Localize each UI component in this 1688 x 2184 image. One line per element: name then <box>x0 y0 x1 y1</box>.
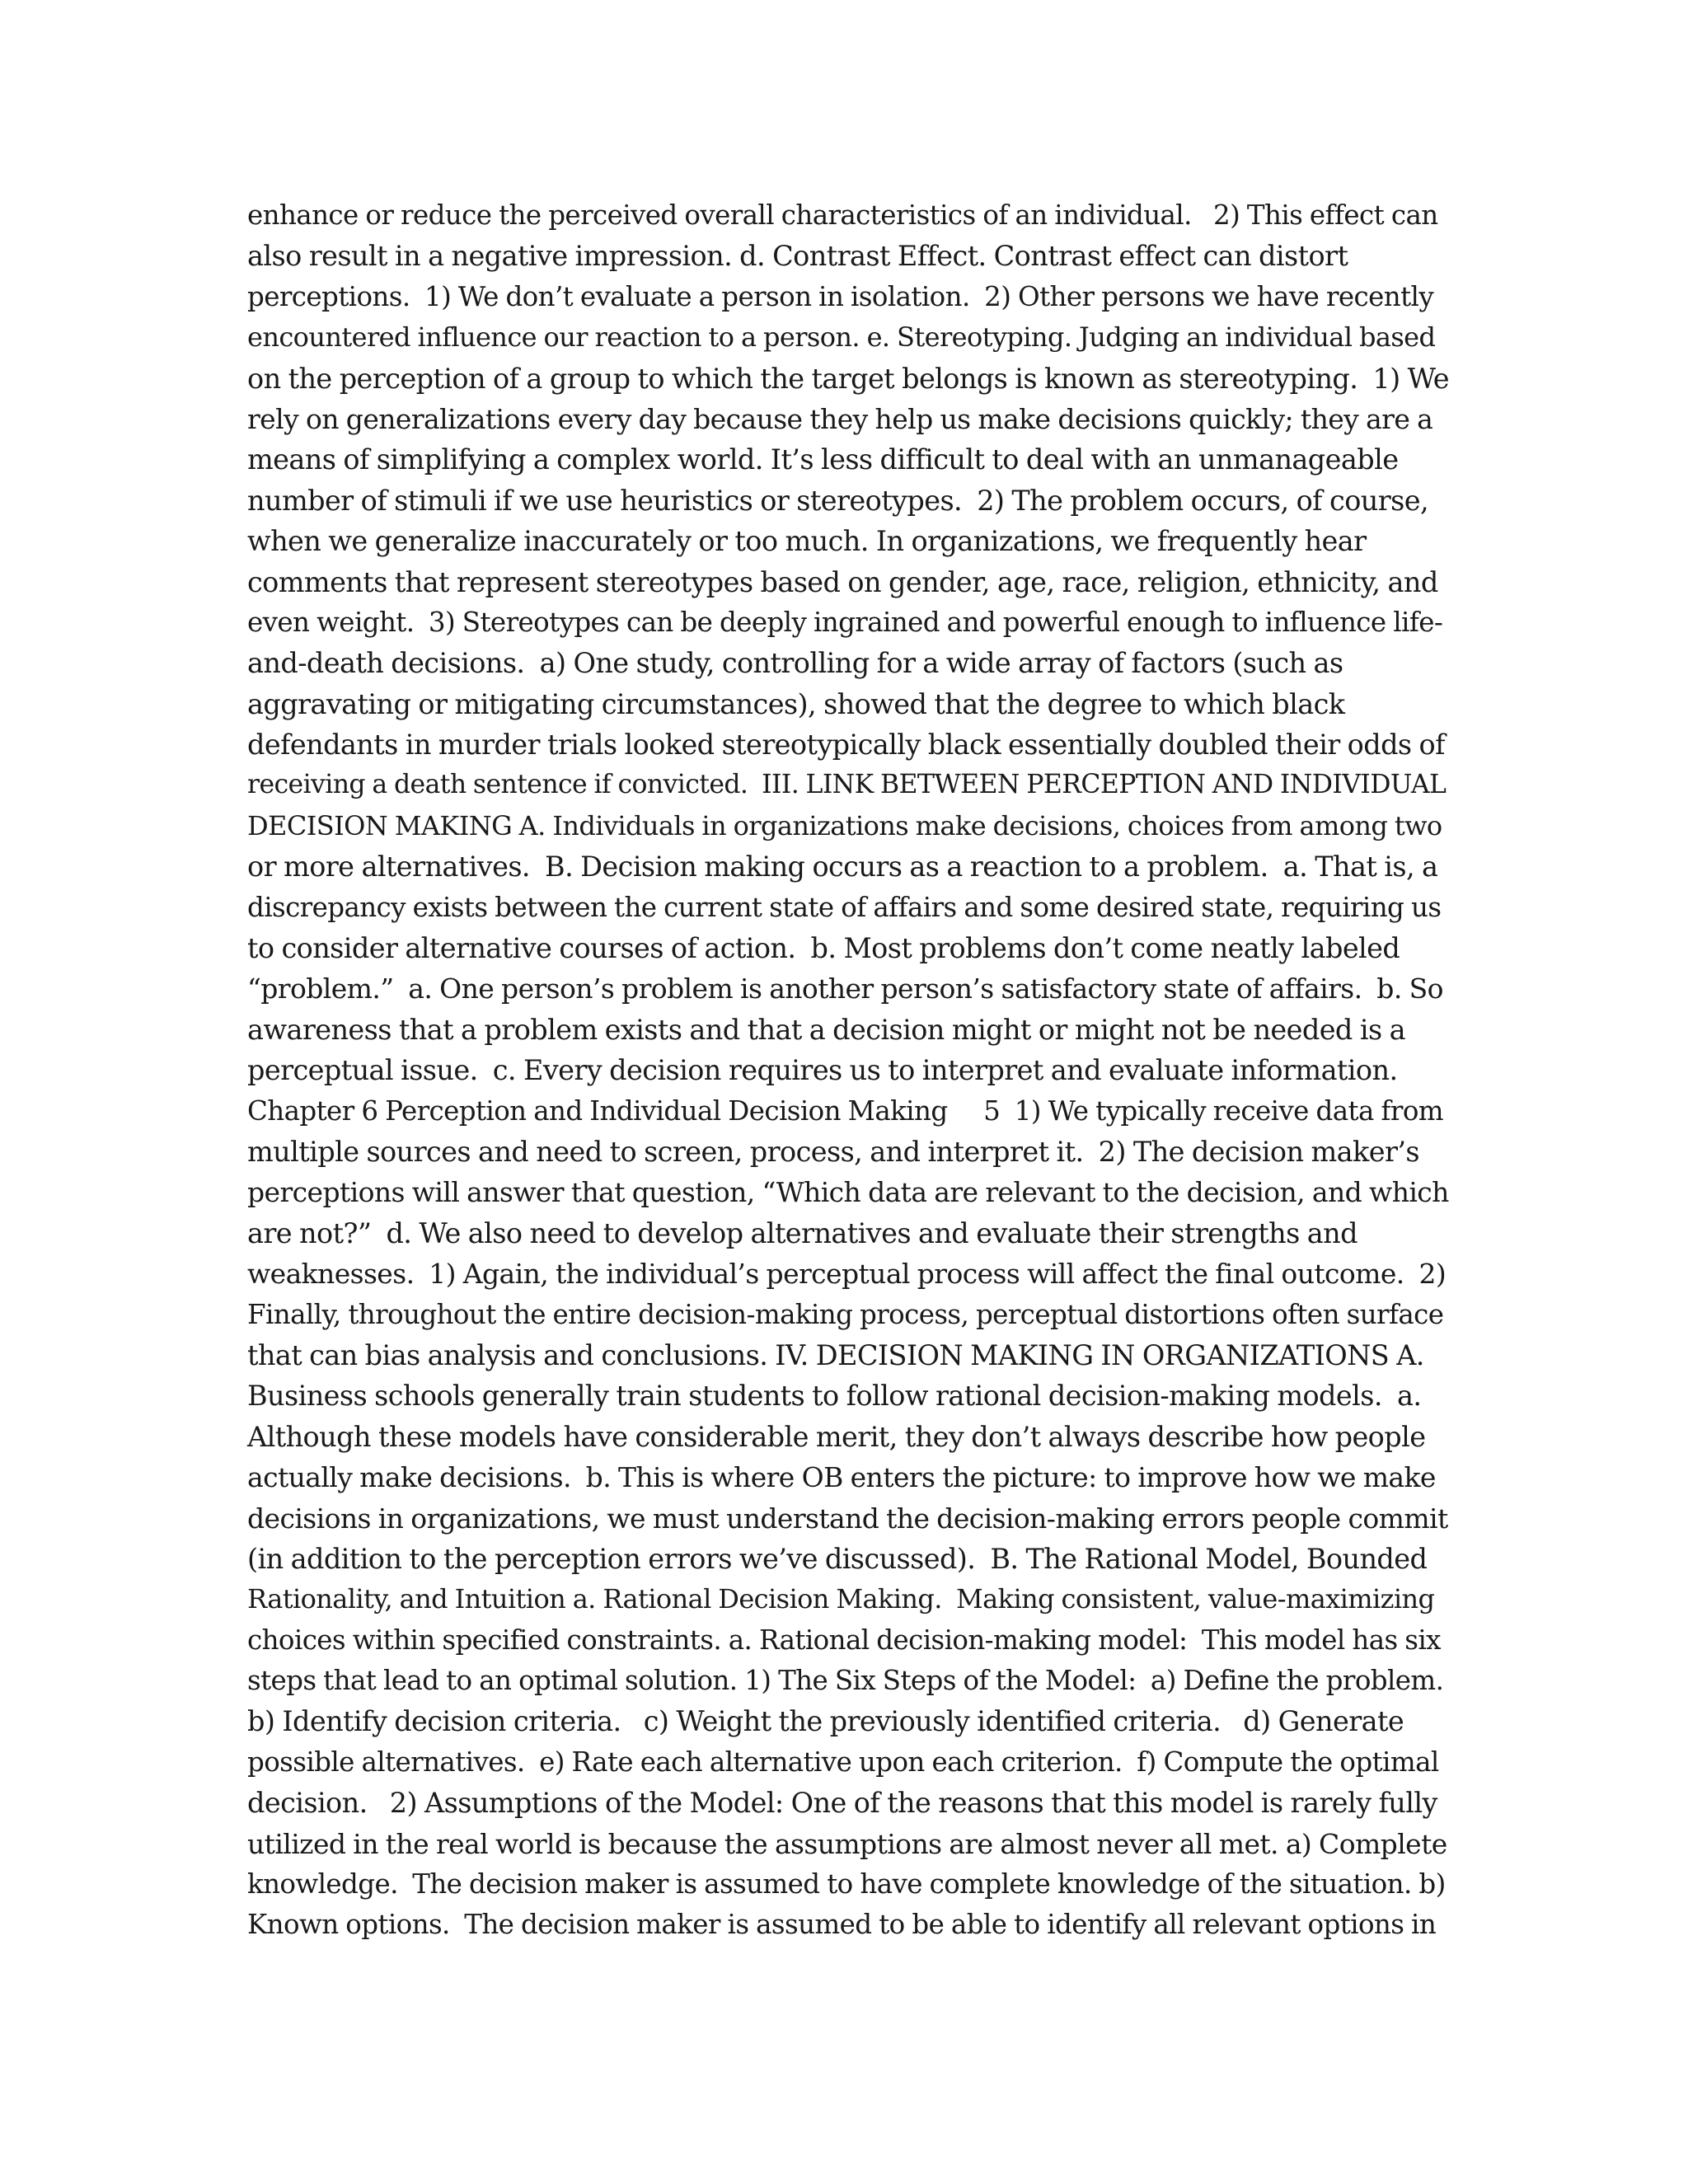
text-line: multiple sources and need to screen, process, and interpret it. 2) The decision maker’s <box>247 1135 1420 1168</box>
text-line: DECISION MAKING A. Individuals in organizations make decisions, choices from among two <box>247 809 1442 841</box>
text-line: discrepancy exists between the current state of affairs and some desired state, requiring us <box>247 891 1442 923</box>
text-line: perceptions. 1) We don’t evaluate a person in isolation. 2) Other persons we have recently <box>247 280 1434 312</box>
text-line: “problem.” a. One person’s problem is another person’s satisfactory state of affairs. b. So <box>247 972 1443 1005</box>
text-line: knowledge. The decision maker is assumed to have complete knowledge of the situation. b) <box>247 1868 1446 1900</box>
text-line: actually make decisions. b. This is where OB enters the picture: to improve how we make <box>247 1461 1436 1494</box>
text-line: Business schools generally train students to follow rational decision-making models. a. <box>247 1380 1422 1413</box>
text-line: and-death decisions. a) One study, controlling for a wide array of factors (such as <box>247 647 1343 680</box>
text-line: weaknesses. 1) Again, the individual’s perceptual process will affect the final outcome. 2) <box>247 1258 1447 1291</box>
text-line: aggravating or mitigating circumstances), showed that the degree to which black <box>247 687 1345 720</box>
text-line: decision. 2) Assumptions of the Model: One of the reasons that this model is rarely fully <box>247 1787 1437 1820</box>
text-line: Although these models have considerable merit, they don’t always describe how people <box>247 1420 1426 1453</box>
text-line: perceptual issue. c. Every decision requires us to interpret and evaluate information. <box>247 1054 1398 1087</box>
text-line: defendants in murder trials looked stereotypically black essentially doubled their odds of <box>247 729 1445 762</box>
text-line: when we generalize inaccurately or too much. In organizations, we frequently hear <box>247 525 1367 558</box>
text-line: also result in a negative impression. d. Contrast Effect. Contrast effect can distort <box>247 240 1348 273</box>
text-line: means of simplifying a complex world. It’s less difficult to deal with an unmanageable <box>247 443 1399 476</box>
text-line: Chapter 6 Perception and Individual Decision Making 5 1) We typically receive data from <box>247 1094 1444 1127</box>
text-line: enhance or reduce the perceived overall characteristics of an individual. 2) This effect can <box>247 199 1438 231</box>
text-line: possible alternatives. e) Rate each alternative upon each criterion. f) Compute the optimal <box>247 1746 1439 1778</box>
text-line: Finally, throughout the entire decision-making process, perceptual distortions often surface <box>247 1298 1444 1330</box>
text-line: choices within specified constraints. a. Rational decision-making model: This model has six <box>247 1624 1441 1656</box>
text-line: to consider alternative courses of action. b. Most problems don’t come neatly labeled <box>247 932 1400 965</box>
text-line: or more alternatives. B. Decision making occurs as a reaction to a problem. a. That is, a <box>247 851 1438 883</box>
text-line: (in addition to the perception errors we’ve discussed). B. The Rational Model, Bounded <box>247 1542 1428 1575</box>
text-line: even weight. 3) Stereotypes can be deeply ingrained and powerful enough to influence life- <box>247 606 1443 638</box>
text-line: comments that represent stereotypes based on gender, age, race, religion, ethnicity, and <box>247 565 1438 598</box>
text-line: steps that lead to an optimal solution. 1) The Six Steps of the Model: a) Define the problem. <box>247 1665 1444 1697</box>
body-text <box>247 195 1451 1946</box>
text-line: awareness that a problem exists and that a decision might or might not be needed is a <box>247 1013 1405 1046</box>
text-line: perceptions will answer that question, “Which data are relevant to the decision, and which <box>247 1176 1449 1209</box>
text-line: utilized in the real world is because the assumptions are almost never all met. a) Complete <box>247 1827 1447 1860</box>
text-line: number of stimuli if we use heuristics or stereotypes. 2) The problem occurs, of course, <box>247 484 1429 517</box>
text-line: receiving a death sentence if convicted. III. LINK BETWEEN PERCEPTION AND INDIVIDUAL <box>247 770 1447 800</box>
text-line: Known options. The decision maker is assumed to be able to identify all relevant options in <box>247 1909 1437 1941</box>
text-line: rely on generalizations every day because they help us make decisions quickly; they are a <box>247 402 1433 435</box>
text-line: on the perception of a group to which the target belongs is known as stereotyping. 1) We <box>247 362 1449 395</box>
text-line: that can bias analysis and conclusions. IV. DECISION MAKING IN ORGANIZATIONS A. <box>247 1338 1424 1371</box>
text-line: encountered influence our reaction to a person. e. Stereotyping. Judging an individual based <box>247 321 1436 354</box>
text-line: Rationality, and Intuition a. Rational Decision Making. Making consistent, value-maximizing <box>247 1583 1435 1615</box>
text-line: are not?” d. We also need to develop alternatives and evaluate their strengths and <box>247 1216 1357 1249</box>
text-line: b) Identify decision criteria. c) Weight the previously identified criteria. d) Generate <box>247 1705 1404 1738</box>
text-line: decisions in organizations, we must understand the decision-making errors people commit <box>247 1502 1448 1535</box>
